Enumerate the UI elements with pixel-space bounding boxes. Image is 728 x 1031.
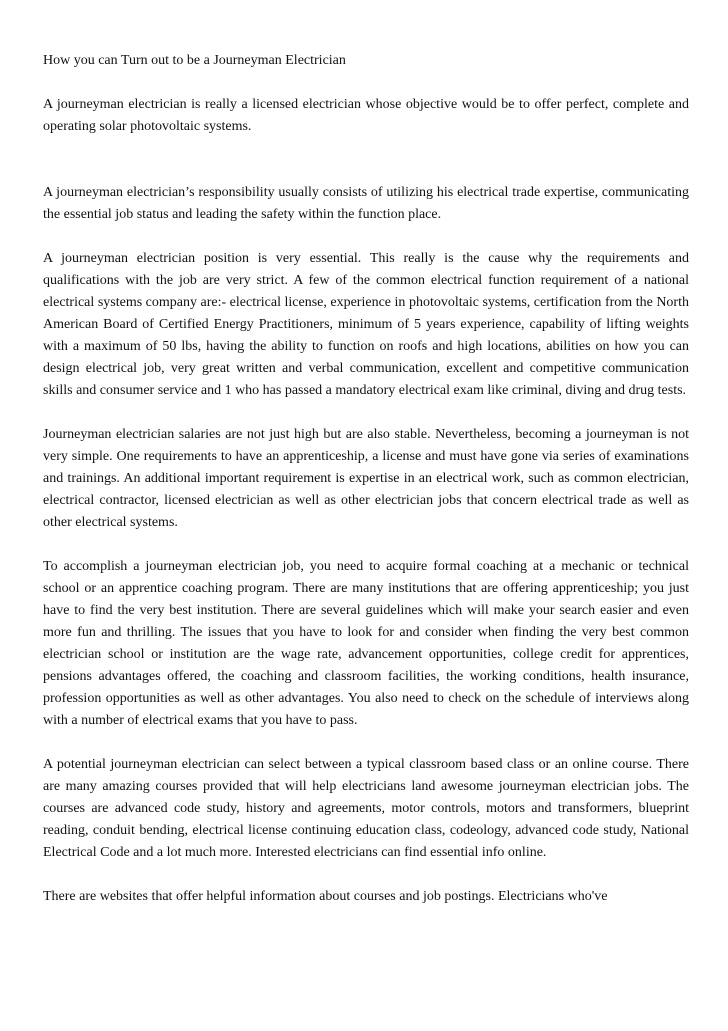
paragraph-3: A journeyman electrician position is very essential. This really is the cause why the requirements and qualifications with the job are very strict. A few of the common electrical function requirement of a national electrical systems company are:- electrical license, experience in photovoltaic systems, certification from the North American Board of Certified Energy Practitioners, minimum of 5 years experience, capability of lifting weights with a maximum of 50 lbs, having the ability to function on roofs and high locations, abilities on how you can design electrical job, very great written and verbal communication, excellent and competitive communication skills and consumer service and 1 who has passed a mandatory electrical exam like criminal, diving and drug tests. xyxy=(43,251,689,398)
document-title: How you can Turn out to be a Journeyman Electrician xyxy=(43,53,346,68)
paragraph-4: Journeyman electrician salaries are not just high but are also stable. Nevertheless, becoming a journeyman is not very simple. One requirements to have an apprenticeship, a license and must have gone via series of examinations and trainings. An additional important requirement is expertise in an electrical work, such as common electrician, electrical contractor, licensed electrician as well as other electrician jobs that concern electrical trade as well as other electrical systems. xyxy=(43,427,689,530)
paragraph-6: A potential journeyman electrician can select between a typical classroom based class or an online course. There are many amazing courses provided that will help electricians land awesome journeyman electrician jobs. The courses are advanced code study, history and agreements, motor controls, motors and transformers, blueprint reading, conduit bending, electrical license continuing education class, codeology, advanced code study, National Electrical Code and a lot much more. Interested electricians can find essential info online. xyxy=(43,757,689,860)
paragraph-2: A journeyman electrician’s responsibility usually consists of utilizing his electrical trade expertise, communicating the essential job status and leading the safety within the function place. xyxy=(43,185,689,222)
paragraph-5: To accomplish a journeyman electrician job, you need to acquire formal coaching at a mechanic or technical school or an apprentice coaching program. There are many institutions that are offering apprenticeship; you just have to find the very best institution. There are several guidelines which will make your search easier and even more fun and thrilling. The issues that you have to look for and consider when finding the very best common electrician school or institution are the wage rate, advancement opportunities, college credit for apprentices, pensions advantages offered, the coaching and classroom facilities, the working conditions, health insurance, profession opportunities as well as other advantages. You also need to check on the schedule of interviews along with a number of electrical exams that you have to pass. xyxy=(43,559,689,728)
paragraph-1: A journeyman electrician is really a licensed electrician whose objective would be to offer perfect, complete and operating solar photovoltaic systems. xyxy=(43,97,689,134)
document-page xyxy=(43,50,689,908)
paragraph-7: There are websites that offer helpful information about courses and job postings. Electricians who've xyxy=(43,889,608,904)
